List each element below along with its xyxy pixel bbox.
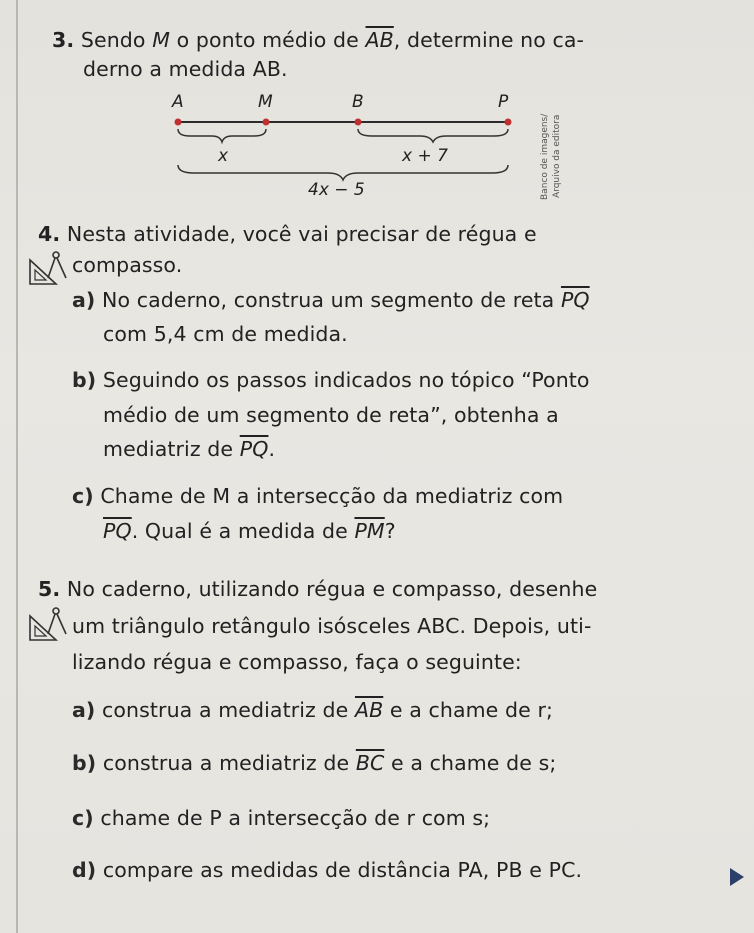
q4-a-segment-pq: $\overline{PQ}$ [560,288,590,312]
q5-c-text: chame de P a intersecção de r com s; [100,806,491,830]
q5-line2: um triângulo retângulo isósceles ABC. Depois, uti- [72,614,592,638]
q5-number: 5. [38,577,61,601]
q4-b-end: . [268,437,276,461]
q5-b-segment-bc: $\overline{BC}$ [355,751,385,775]
figure-label-p: P [498,92,509,112]
image-credit-2: Arquivo da editora [552,114,562,198]
q4-a-line1 [72,288,590,312]
q4-c-line1 [72,484,563,508]
q5-b-line [72,751,556,775]
q5-b-text: construa a mediatriz de [102,751,356,775]
brace-am [178,129,266,142]
q5-a-text: construa a mediatriz de [102,698,355,722]
q3-point-m: M [152,28,170,52]
play-arrow-icon [730,868,744,886]
q4-c-text-1: Chame de M a intersecção da mediatriz com [100,484,564,508]
q4-b-line1 [72,368,590,392]
q4-c-label: c) [72,484,94,508]
q4-b-line2: médio de um segmento de reta”, obtenha a [103,403,559,427]
page-edge [16,0,18,933]
q4-b-text-1: Seguindo os passos indicados no tópico “Ponto [102,368,590,392]
q5-a-segment-ab: $\overline{AB}$ [354,698,384,722]
figure-label-4x-minus-5: 4x − 5 [308,180,365,200]
figure-label-b: B [352,92,364,112]
q3-line1 [52,28,584,52]
q4-c-end: ? [384,519,396,543]
q4-b-segment-pq: $\overline{PQ}$ [239,437,269,461]
q3-text-c: , determine no ca- [393,28,585,52]
q5-a-line [72,698,553,722]
brace-bp [358,129,508,142]
segment-figure [150,85,530,205]
q5-b-end: e a chame de s; [384,751,557,775]
q4-b-line3 [103,437,275,461]
q3-segment-ab: $\overline{AB}$ [365,28,394,52]
q4-line1 [38,222,537,246]
q5-text-1: No caderno, utilizando régua e compasso, desenhe [66,577,598,601]
q4-b-text-3: mediatriz de [103,437,240,461]
q4-line2: compasso. [72,253,183,277]
q5-a-label: a) [72,698,96,722]
q4-c-line2 [103,519,396,543]
image-credit-1: Banco de imagens/ [540,113,550,200]
figure-label-x: x [218,146,229,166]
q3-line2: derno a medida AB. [83,57,288,81]
q4-c-segment-pm: $\overline{PM}$ [354,519,385,543]
figure-label-m: M [258,92,273,112]
q5-line1 [38,577,597,601]
point-b [355,119,362,126]
q3-text-a: Sendo [80,28,153,52]
q3-text-b: o ponto médio de [169,28,366,52]
q4-a-label: a) [72,288,96,312]
q5-b-label: b) [72,751,97,775]
q4-c-segment-pq: $\overline{PQ}$ [103,519,132,543]
figure-label-x-plus-7: x + 7 [402,146,448,166]
figure-label-a: A [172,92,184,112]
q5-d-text: compare as medidas de distância PA, PB e PC. [102,858,583,882]
q4-number: 4. [38,222,61,246]
point-m [263,119,270,126]
ruler-compass-icon [28,250,72,286]
ruler-compass-icon-2 [28,606,72,642]
q5-d-label: d) [72,858,97,882]
q5-c-label: c) [72,806,94,830]
brace-ap [178,165,508,180]
q5-a-end: e a chame de r; [383,698,553,722]
q4-text-1: Nesta atividade, você vai precisar de régua e [66,222,537,246]
q4-a-text: No caderno, construa um segmento de reta [102,288,561,312]
point-p [505,119,512,126]
point-a [175,119,182,126]
q4-b-label: b) [72,368,97,392]
q5-d-line [72,858,582,882]
q4-c-text-2: . Qual é a medida de [131,519,355,543]
q5-line3: lizando régua e compasso, faça o seguinte: [72,650,522,674]
q4-a-line2: com 5,4 cm de medida. [103,322,348,346]
q5-c-line [72,806,490,830]
q3-number: 3. [52,28,75,52]
